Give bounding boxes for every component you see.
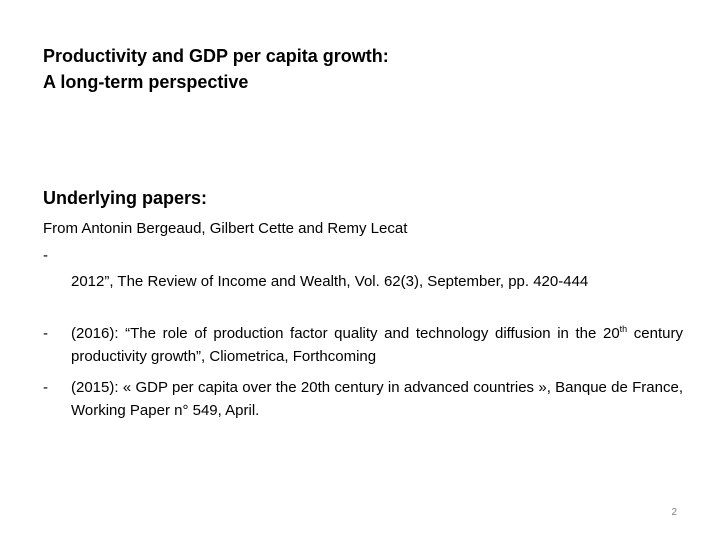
reference-text: (2015): « GDP per capita over the 20th century in advanced countries », Banque de France, Working Paper n° 549, April. xyxy=(71,379,683,419)
authors-intro: From Antonin Bergeaud, Gilbert Cette and Remy Lecat xyxy=(43,220,408,237)
superscript-th: th xyxy=(619,324,628,334)
reference-text xyxy=(71,322,683,368)
reference-text: 2012”, The Review of Income and Wealth, Vol. 62(3), September, pp. 420-444 xyxy=(71,273,589,290)
slide-title xyxy=(43,43,643,95)
reference-text-part: century productivity growth”, Cliometrica, Forthcoming xyxy=(71,325,683,365)
title-line-2: A long-term perspective xyxy=(43,72,249,92)
page-number: 2 xyxy=(671,507,677,518)
title-line-1: Productivity and GDP per capita growth: xyxy=(43,46,389,66)
underlying-papers-heading: Underlying papers: xyxy=(43,188,208,208)
bullet-dash: - xyxy=(43,325,48,342)
reference-item xyxy=(43,322,683,368)
reference-item xyxy=(43,248,683,293)
reference-text-part: (2016): “The role of production factor quality and technology diffusion in the 20 xyxy=(71,325,620,342)
bullet-dash: - xyxy=(43,379,48,396)
reference-item xyxy=(43,376,683,422)
bullet-dash: - xyxy=(43,247,48,264)
